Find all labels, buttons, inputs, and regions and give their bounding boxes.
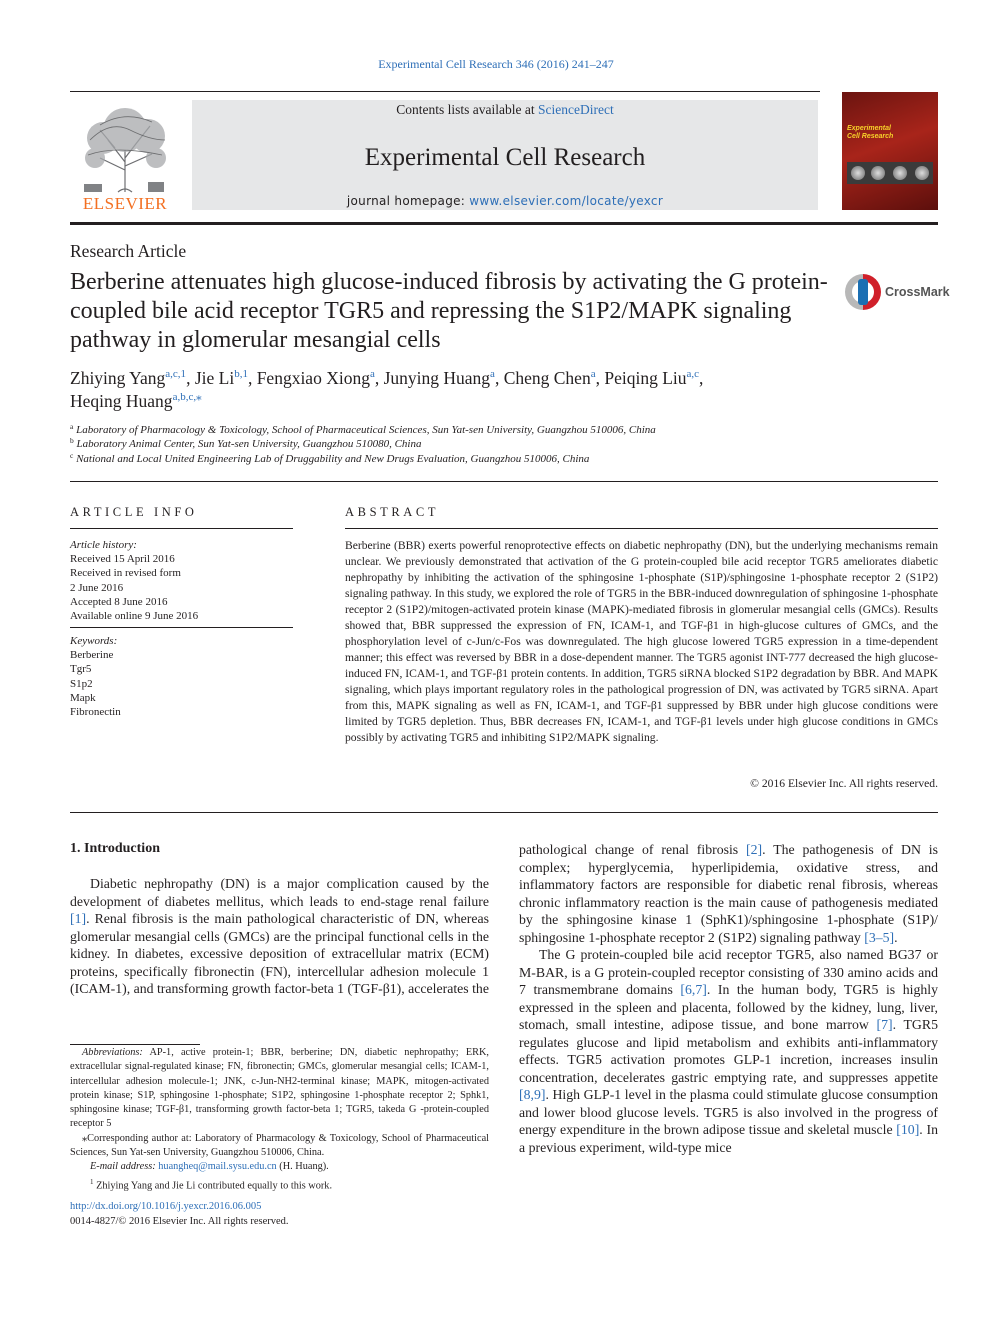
affiliation-key: c xyxy=(70,450,74,460)
author-list: Zhiying Yang$^{a,c,1}$, Jie Li$^{b,1}$, Fengxiao Xiong$^a$, Junying Huang$^a$, Cheng Chen$^a$, Peiqing Liu$^{a,c}$, Heqing Huang$^{a,b,c,⁎}$ xyxy=(70,368,704,411)
homepage-line xyxy=(192,194,818,208)
journal-masthead xyxy=(192,100,818,210)
section-rule xyxy=(70,812,938,813)
abbreviations-label: Abbreviations: xyxy=(82,1047,143,1058)
footnote-marker: ⁎ xyxy=(82,1132,88,1144)
cover-title-line-2: Cell Research xyxy=(847,133,894,140)
cover-image-strip xyxy=(847,162,933,184)
cover-title xyxy=(847,125,893,141)
sciencedirect-link[interactable]: ScienceDirect xyxy=(538,102,614,117)
affiliation-item xyxy=(70,452,930,466)
body-text: . In a previous experiment, wild-type mice xyxy=(519,1122,938,1155)
citation-link[interactable]: [10] xyxy=(896,1122,920,1137)
article-info-heading: ARTICLE INFO xyxy=(70,505,198,519)
article-type: Research Article xyxy=(70,241,187,261)
history-item: 2 June 2016 xyxy=(70,581,124,594)
history-item: Available online 9 June 2016 xyxy=(70,610,199,623)
journal-name: Experimental Cell Research xyxy=(364,144,646,171)
doi-link[interactable]: http://dx.doi.org/10.1016/j.yexcr.2016.06.005 xyxy=(70,1201,262,1212)
footnotes xyxy=(70,1046,489,1193)
journal-citation[interactable]: Experimental Cell Research 346 (2016) 241–247 xyxy=(378,57,614,71)
email-label: E-mail address: xyxy=(90,1161,156,1173)
article-title: Berberine attenuates high glucose-induced fibrosis by activating the G protein-coupled bile acid receptor TGR5 and repressing the S1P2/MAPK signaling pathway in glomerular mesangial cells xyxy=(70,269,828,353)
abstract-copyright: © 2016 Elsevier Inc. All rights reserved. xyxy=(750,777,938,790)
footnote-marker: 1 xyxy=(90,1177,94,1186)
homepage-prefix: journal homepage: xyxy=(346,194,470,208)
header-bottom-rule xyxy=(70,222,938,225)
body-text: . xyxy=(894,929,898,945)
contents-line xyxy=(192,102,818,118)
affiliation-key: a xyxy=(70,422,74,431)
crossmark-badge[interactable] xyxy=(845,274,950,312)
author-affiliation-marker[interactable]: b,1 xyxy=(234,368,248,380)
history-item: Accepted 8 June 2016 xyxy=(70,595,168,608)
author-affiliation-marker[interactable]: a,c xyxy=(686,368,700,380)
abstract-text: Berberine (BBR) exerts powerful renoprotective effects on diabetic nephropathy (DN), but the underlying mechanisms remain unclear. We previously demonstrated that activation of the G protein-coupled bile acid receptor TGR5 ameliorates diabetic nephropathy by inhibiting the activation of the sphingosine 1-phosphate (S1P)/sphingosine 1-phosphate receptor 2 (S1P2) signaling pathway. In this study, we explored the role of TGR5 in the BBR-induced downregulation of sphingosine 1-phosphate receptor 2 (S1P2)/mitogen-activated protein kinase (MAPK)-mediated fibrosis in glomerular mesangial cells (GMCs). Results showed that, BBR suppressed the expression of FN, ICAM-1, and TGF-β1 in high-glucose cultures of GMCs, and the phosphorylation level of c-Jun/c-Fos was downregulated. The high glucose lowered TGR5 expression in a time-dependent manner; this effect was reversed by BBR in a dose-dependent manner. The TGR5 agonist INT-777 decreased the high glucose-induced FN, ICAM-1, and TGF-β1 protein contents. In addition, TGR5 siRNA blocked S1P2 degradation by BBR. And MAPK signaling, which plays important regulatory roles in the pathological progression of DN, was activated by TGR5 siRNA. Apart from this, MAPK signaling as well as FN, ICAM-1, and TGF-β1 suppressed by BBR under high glucose conditions were limited by TGR5 depletion. Thus, BBR decreases FN, ICAM-1, and TGF-β1 levels under high glucose conditions in GMCs possibly by activating TGR5 and inhibiting S1P2/MAPK signaling. xyxy=(345,539,939,744)
affiliation-list xyxy=(70,423,930,466)
corresponding-author-footnote xyxy=(70,1132,489,1161)
abbreviations-text: AP-1, active protein-1; BBR, berberine; DN, diabetic nephropathy; ERK, extracellular signal-regulated kinase; FN, fibronectin; GMCs, glomerular mesangial cells; ICAM-1, intercellular adhesion molecule-1; JNK, c-Jun-NH2-terminal kinase; MAPK, mitogen-activated protein kinase; S1P, sphingosine 1-phosphate; S1P2, sphingosine 1-phosphate receptor 2; Sphk1, sphingosine kinase; TGF-β1, transforming growth factor-beta 1; TGR5, takeda G -protein-coupled receptor 5 xyxy=(70,1047,489,1130)
body-paragraph xyxy=(70,875,489,998)
body-text: . TGR5 regulates glucose and lipid metabolism and exhibits anti-inflammatory effects. TGR5 activation promotes GLP-1 incretion, increases insulin concentration, decelerates gastric emptying rate, and suppresses appetite xyxy=(519,1017,938,1085)
journal-header xyxy=(70,92,938,224)
body-text: . The pathogenesis of DN is complex; hyperglycemia, hyperlipidemia, oxidative stress, and inflammatory factors are responsible for diabetic renal fibrosis, whereas chronic inflammatory reaction is the main cause of pathogenesis mediated by the sphingosine kinase 1 (SphK1)/sphingosine 1-phosphate (S1P)/ sphingosine 1-phosphate receptor 2 (S1P2) signaling pathway xyxy=(519,842,938,945)
body-text: pathological change of renal fibrosis xyxy=(519,842,747,857)
author-name: Junying Huang xyxy=(383,368,491,388)
body-paragraph xyxy=(519,841,938,946)
citation-link[interactable]: [8,9] xyxy=(519,1087,546,1102)
body-text: . Renal fibrosis is the main pathological characteristic of DN, whereas glomerular mesangial cells (GMCs) are the principal functional cells in the kidney. In diabetes, excessive deposition of extracellular matrix (ECM) proteins, specifically fibronectin (FN), intercellular adhesion molecule 1 (ICAM-1), and transforming growth factor-beta 1 (TGF-β1), accelerates the xyxy=(70,911,489,996)
author-affiliation-marker[interactable]: a,c,1 xyxy=(165,368,187,380)
author-name: Cheng Chen xyxy=(503,368,591,388)
equal-contribution-footnote xyxy=(70,1175,489,1194)
footnote-rule xyxy=(70,1044,200,1045)
keyword-item: Fibronectin xyxy=(70,706,121,719)
keyword-item: Tgr5 xyxy=(70,663,92,676)
keyword-item: Mapk xyxy=(70,691,96,704)
email-footnote xyxy=(70,1160,489,1174)
crossmark-icon xyxy=(845,274,881,310)
keyword-item: Berberine xyxy=(70,649,114,662)
affiliation-key: b xyxy=(70,436,74,446)
issn-copyright: 0014-4827/© 2016 Elsevier Inc. All rights reserved. xyxy=(70,1216,289,1227)
citation-link[interactable]: [7] xyxy=(876,1017,893,1032)
citation-link[interactable]: [1] xyxy=(70,911,87,926)
author-affiliation-marker[interactable]: a,b,c,⁎ xyxy=(172,391,202,403)
citation-link[interactable]: [6,7] xyxy=(680,982,707,997)
contents-prefix: Contents lists available at xyxy=(396,102,538,117)
author-name: Peiqing Liu xyxy=(604,368,687,388)
article-history xyxy=(70,538,293,623)
affiliation-text: National and Local United Engineering Lab of Druggability and New Drugs Evaluation, Guangzhou 510006, China xyxy=(76,452,590,465)
cover-title-line-1: Experimental xyxy=(847,125,891,132)
body-paragraph xyxy=(519,946,938,1156)
affiliation-item xyxy=(70,423,930,437)
history-item: Received in revised form xyxy=(70,567,181,580)
homepage-link[interactable]: www.elsevier.com/locate/yexcr xyxy=(469,194,664,208)
crossmark-label: CrossMark xyxy=(885,285,950,299)
affiliation-text: Laboratory of Pharmacology & Toxicology, School of Pharmaceutical Sciences, Sun Yat-sen University, Guangzhou 510006, China xyxy=(76,424,656,436)
body-text: Diabetic nephropathy (DN) is a major complication caused by the development of diabetes mellitus, which leads to end-stage renal failure xyxy=(70,876,489,909)
author-affiliation-marker[interactable]: a xyxy=(369,368,375,380)
body-column-right xyxy=(519,841,938,1156)
author-affiliation-marker[interactable]: a xyxy=(490,368,495,380)
body-text: . High GLP-1 level in the plasma could stimulate glucose consumption and lower blood glucose levels. TGR5 is also involved in the progress of energy expenditure in the brown adipose tissue and skeletal muscle xyxy=(519,1087,938,1137)
introduction-heading: 1. Introduction xyxy=(70,841,160,856)
affiliation-item xyxy=(70,437,930,451)
elsevier-wordmark: ELSEVIER xyxy=(82,194,168,213)
affiliation-text: Laboratory Animal Center, Sun Yat-sen University, Guangzhou 510080, China xyxy=(76,438,422,451)
body-text: The G protein-coupled bile acid receptor TGR5, also named BG37 or M-BAR, is a G protein-coupled receptor consisting of 330 amino acids and 7 transmembrane domains xyxy=(519,947,938,997)
email-link[interactable]: huangheq@mail.sysu.edu.cn xyxy=(158,1161,277,1173)
author-name: Jie Li xyxy=(194,368,235,388)
body-column-left xyxy=(70,875,489,998)
equal-contribution-text: Zhiying Yang and Jie Li contributed equally to this work. xyxy=(96,1180,333,1192)
section-rule xyxy=(70,627,293,628)
abbreviations-footnote xyxy=(70,1046,489,1132)
keyword-item: S1p2 xyxy=(70,677,93,690)
author-name: Zhiying Yang xyxy=(70,368,166,388)
section-rule xyxy=(70,528,293,529)
citation-link[interactable]: [3–5] xyxy=(864,929,895,945)
keywords-label: Keywords: xyxy=(70,635,118,647)
keywords xyxy=(70,634,293,719)
citation-link[interactable]: [2] xyxy=(746,842,763,857)
body-text: . In the human body, TGR5 is highly expressed in the spleen and placenta, followed by the kidney, lung, liver, stomach, small intestine, adipose tissue, and bone marrow xyxy=(519,982,938,1032)
author-name: Fengxiao Xiong xyxy=(256,368,370,388)
section-rule xyxy=(70,481,938,482)
corresponding-author-text: Corresponding author at: Laboratory of Pharmacology & Toxicology, School of Pharmaceutical Sciences, Sun Yat-sen University, Guangzhou 510006, China. xyxy=(70,1132,489,1159)
journal-cover-thumbnail[interactable] xyxy=(842,92,938,210)
author-name: Heqing Huang xyxy=(70,391,173,411)
abstract-heading: ABSTRACT xyxy=(345,505,440,519)
history-item: Received 15 April 2016 xyxy=(70,553,175,566)
history-label: Article history: xyxy=(70,539,137,551)
section-rule xyxy=(345,528,938,529)
author-affiliation-marker[interactable]: a xyxy=(590,368,596,380)
email-suffix: (H. Huang). xyxy=(276,1161,329,1173)
